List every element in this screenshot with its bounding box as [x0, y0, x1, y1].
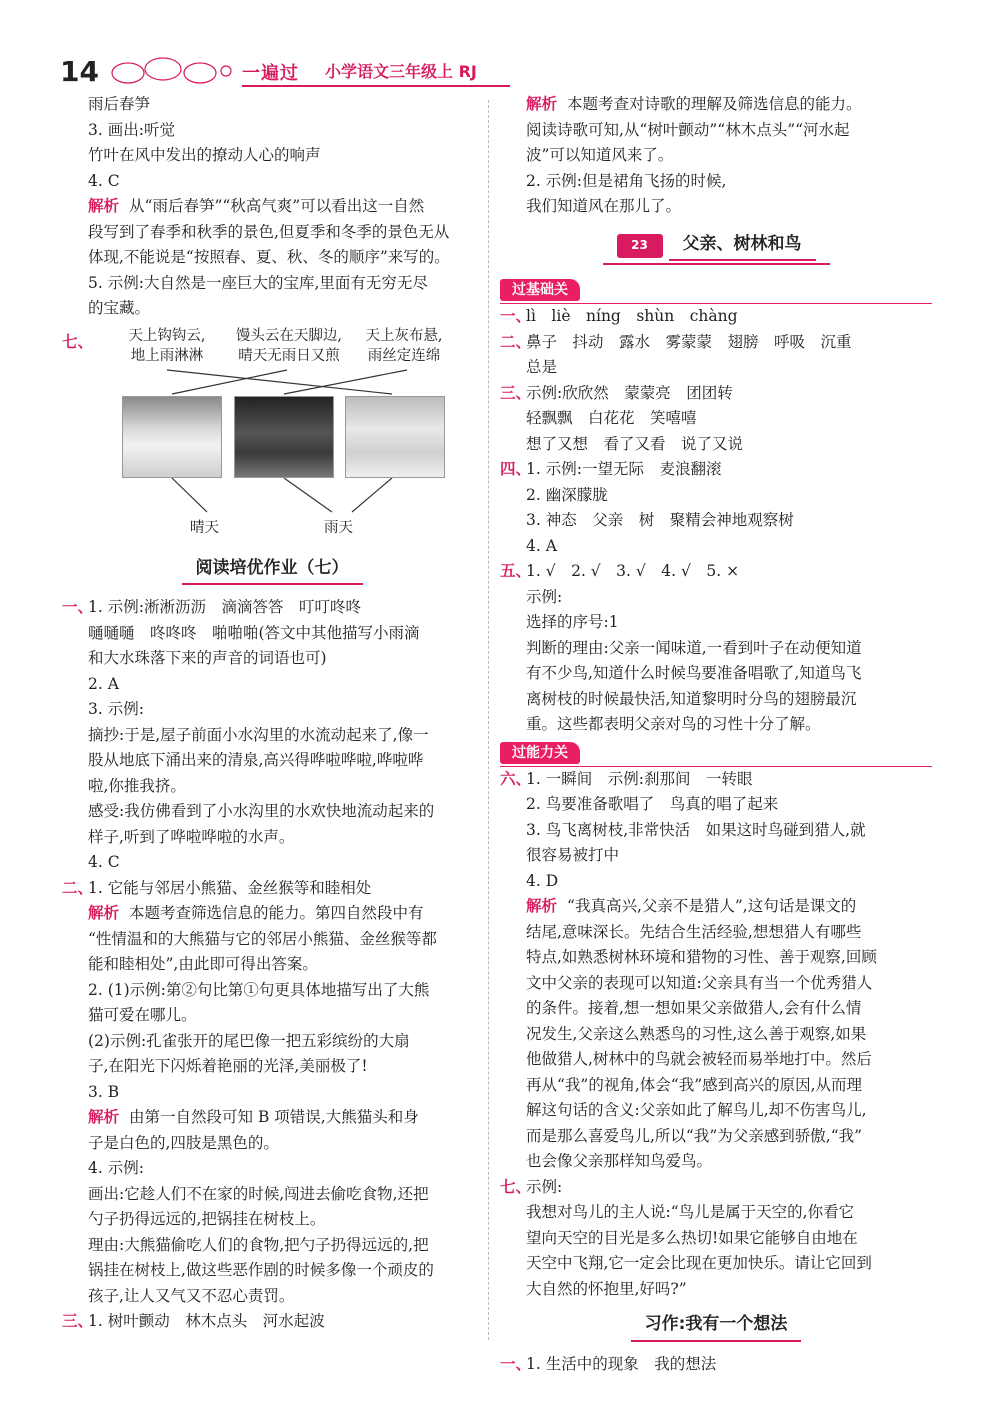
text-line: 解这句话的含义:父亲如此了解鸟儿,却不伤害鸟儿,	[526, 1101, 867, 1119]
text-line: 四、1. 示例:一望无际 麦浪翻滚	[500, 460, 722, 478]
text-line: 一、1. 生活中的现象 我的想法	[500, 1354, 717, 1373]
question-number: 七、	[62, 332, 94, 351]
analysis-tag: 解析	[88, 904, 120, 922]
text-line: 六、1. 一瞬间 示例:刹那间 一转眼	[500, 769, 753, 788]
left-column	[62, 92, 482, 1335]
text-line: 总是	[526, 358, 558, 376]
text-line: 选择的序号:1	[526, 613, 619, 631]
section-tab: 过能力关	[500, 738, 932, 767]
text-line: 二、1. 它能与邻居小熊猫、金丝猴等和睦相处	[62, 878, 372, 897]
section-tab: 过基础关	[500, 275, 932, 304]
text-line: 段写到了春季和秋季的景色,但夏季和冬季的景色无从	[88, 222, 450, 241]
text-line: 轻飘飘 白花花 笑嘻嘻	[526, 409, 697, 427]
text-line: 再从“我”的视角,体会“我”感到高兴的原因,从而理	[526, 1075, 863, 1094]
text-line: 有不少鸟,知道什么时候鸟要准备唱歌了,知道鸟飞	[526, 664, 862, 682]
text-line: 重。这些都表明父亲对鸟的习性十分了解。	[526, 715, 821, 733]
text-line: 阅读诗歌可知,从“树叶颤动”“林木点头”“河水起	[526, 120, 850, 139]
text-line: 2. 鸟要准备歌唱了 鸟真的唱了起来	[526, 795, 779, 813]
text-line: 嗵嗵嗵 咚咚咚 啪啪啪(答文中其他描写小雨滴	[88, 623, 420, 642]
text-line: 理由:大熊猫偷吃人们的食物,把勺子扔得远远的,把	[88, 1235, 429, 1254]
text-line: 示例:	[526, 587, 563, 606]
text-line: 三、1. 树叶颤动 林木点头 河水起波	[62, 1312, 325, 1330]
text-line: 我们知道风在那儿了。	[526, 197, 682, 215]
weather-matching-exercise	[62, 326, 482, 546]
text-line: 我想对鸟儿的主人说:“鸟儿是属于天空的,你看它	[526, 1203, 855, 1221]
analysis-line: 解析 从“雨后春笋”“秋高气爽”可以看出这一自然	[88, 197, 425, 215]
section-title: 习作:我有一个想法	[500, 1310, 932, 1342]
text-line: 股从地底下涌出来的清泉,高兴得哗啦哗啦,哗啦哗	[88, 751, 424, 769]
analysis-tag: 解析	[88, 197, 120, 215]
text-line: (2)示例:孔雀张开的尾巴像一把五彩缤纷的大扇	[88, 1031, 410, 1050]
text-line: 4. D	[526, 871, 559, 890]
page-number: 14	[60, 55, 99, 88]
text-line: 3. 神态 父亲 树 聚精会神地观察树	[526, 511, 794, 529]
text-line: 和大水珠落下来的声音的词语也可)	[88, 649, 327, 667]
text-line: 能和睦相处”,由此即可得出答案。	[88, 955, 318, 973]
text-line: 很容易被打中	[526, 846, 620, 864]
text-line: 望向天空的目光是多么热切!如果它能够自由地在	[526, 1228, 858, 1247]
header-rule	[242, 85, 510, 87]
text-line: 4. A	[526, 536, 557, 555]
proverb-2: 馒头云在天脚边, 晴天无雨日又煎	[235, 327, 343, 364]
text-line: 二、鼻子 抖动 露水 雾蒙蒙 翅膀 呼吸 沉重	[500, 332, 852, 351]
text-line: 3. 鸟飞离树枝,非常快活 如果这时鸟碰到猎人,就	[526, 820, 866, 839]
column-divider	[488, 100, 489, 1340]
text-line: 3. 画出:听觉	[88, 120, 175, 139]
analysis-tag: 解析	[88, 1108, 120, 1126]
analysis-tag: 解析	[526, 95, 558, 113]
cloud-photo-1	[122, 396, 222, 478]
text-line: 2. A	[88, 674, 119, 693]
book-subtitle: 小学语文三年级上 RJ	[325, 62, 477, 81]
text-line: 摘抄:于是,屋子前面小水沟里的水流动起来了,像一	[88, 725, 429, 744]
text-line: 感受:我仿佛看到了小水沟里的水欢快地流动起来的	[88, 802, 435, 820]
text-line: “性情温和的大熊猫与它的邻居小熊猫、金丝猴等都	[88, 929, 437, 948]
text-line: 况发生,父亲这么熟悉鸟的习性,这么善于观察,如果	[526, 1024, 867, 1043]
text-line: 2. 幽深朦胧	[526, 485, 608, 504]
cloud-photo-2	[234, 396, 334, 478]
analysis-line: 解析 本题考查对诗歌的理解及筛选信息的能力。	[526, 95, 862, 113]
text-line: 4. C	[88, 853, 120, 871]
label-rainy: 雨天	[324, 519, 353, 536]
analysis-line: 解析 “我真高兴,父亲不是猎人”,这句话是课文的	[526, 897, 857, 915]
analysis-line: 解析 由第一自然段可知 B 项错误,大熊猫头和身	[88, 1108, 419, 1126]
text-line: 样子,听到了哗啦哗啦的水声。	[88, 827, 295, 846]
proverb-3: 天上灰布悬, 雨丝定连绵	[365, 327, 443, 364]
text-line: 孩子,让人又气又不忍心责罚。	[88, 1286, 295, 1305]
analysis-line: 解析 本题考查筛选信息的能力。第四自然段中有	[88, 904, 424, 922]
text-line: 结尾,意味深长。先结合生活经验,想想猎人有哪些	[526, 922, 862, 941]
proverb-1: 天上钩钩云, 地上雨淋淋	[128, 327, 206, 364]
text-line: 猫可爱在哪儿。	[88, 1006, 197, 1024]
cloud-photo-3	[345, 396, 445, 478]
text-line: 5. 示例:大自然是一座巨大的宝库,里面有无穷无尽	[88, 273, 428, 292]
text-line: 想了又想 看了又看 说了又说	[526, 434, 744, 453]
text-line: 3. 示例:	[88, 700, 144, 718]
text-line: 波”可以知道风来了。	[526, 146, 674, 164]
lesson-title: 23 父亲、树林和鸟	[500, 228, 932, 266]
text-line: 一、1. 示例:淅淅沥沥 滴滴答答 叮叮咚咚	[62, 598, 361, 616]
text-line: 的宝藏。	[88, 299, 151, 317]
text-line: 而是那么喜爱鸟儿,所以“我”为父亲感到骄傲,“我”	[526, 1126, 863, 1145]
text-line: 4. C	[88, 171, 120, 190]
text-line: 体现,不能说是“按照春、夏、秋、冬的顺序”来写的。	[88, 248, 450, 266]
text-line: 七、示例:	[500, 1177, 563, 1196]
brand-logo: 一遍过	[242, 63, 299, 84]
page-header	[60, 45, 500, 95]
right-column	[500, 92, 932, 1377]
text-line: 也会像父亲那样知鸟爱鸟。	[526, 1152, 713, 1170]
text-line: 画出:它趁人们不在家的时候,闯进去偷吃食物,还把	[88, 1184, 429, 1203]
text-line: 2. 示例:但是裙角飞扬的时候,	[526, 171, 727, 190]
text-line: 雨后春笋	[88, 95, 151, 113]
text-line: 大自然的怀抱里,好吗?”	[526, 1279, 687, 1298]
lesson-number-badge: 23	[617, 234, 663, 258]
text-line: 离树枝的时候最快活,知道黎明时分鸟的翅膀最沉	[526, 689, 857, 708]
text-line: 4. 示例:	[88, 1159, 144, 1177]
text-line: 2. (1)示例:第②句比第①句更具体地描写出了大熊	[88, 980, 430, 999]
text-line: 竹叶在风中发出的撩动人心的响声	[88, 146, 321, 164]
text-line: 天空中飞翔,它一定会比现在更加快乐。请让它回到	[526, 1254, 872, 1272]
text-line: 的条件。接着,想一想如果父亲做猎人,会有什么情	[526, 999, 862, 1017]
text-line: 五、1. √ 2. √ 3. √ 4. √ 5. ×	[500, 562, 740, 580]
flower-decoration-icon	[108, 53, 238, 89]
text-line: 3. B	[88, 1082, 120, 1101]
text-line: 一、lì liè níng shùn chàng	[500, 307, 738, 325]
text-line: 锅挂在树枝上,做这些恶作剧的时候多像一个顽皮的	[88, 1261, 434, 1279]
text-line: 子,在阳光下闪烁着艳丽的光泽,美丽极了!	[88, 1057, 368, 1075]
text-line: 子是白色的,四肢是黑色的。	[88, 1133, 279, 1152]
section-title: 阅读培优作业（七）	[62, 554, 482, 586]
label-sunny: 晴天	[190, 519, 219, 536]
text-line: 文中父亲的表现可以知道:父亲具有当一个优秀猎人	[526, 973, 873, 992]
analysis-tag: 解析	[526, 897, 558, 915]
text-line: 啦,你推我挤。	[88, 776, 186, 795]
text-line: 特点,如熟悉树林环境和猎物的习性、善于观察,回顾	[526, 948, 877, 966]
text-line: 判断的理由:父亲一闻味道,一看到叶子在动便知道	[526, 638, 862, 657]
text-line: 三、示例:欣欣然 蒙蒙亮 团团转	[500, 383, 733, 402]
text-line: 勺子扔得远远的,把锅挂在树枝上。	[88, 1210, 326, 1228]
text-line: 他做猎人,树林中的鸟就会被轻而易举地打中。然后	[526, 1050, 872, 1068]
